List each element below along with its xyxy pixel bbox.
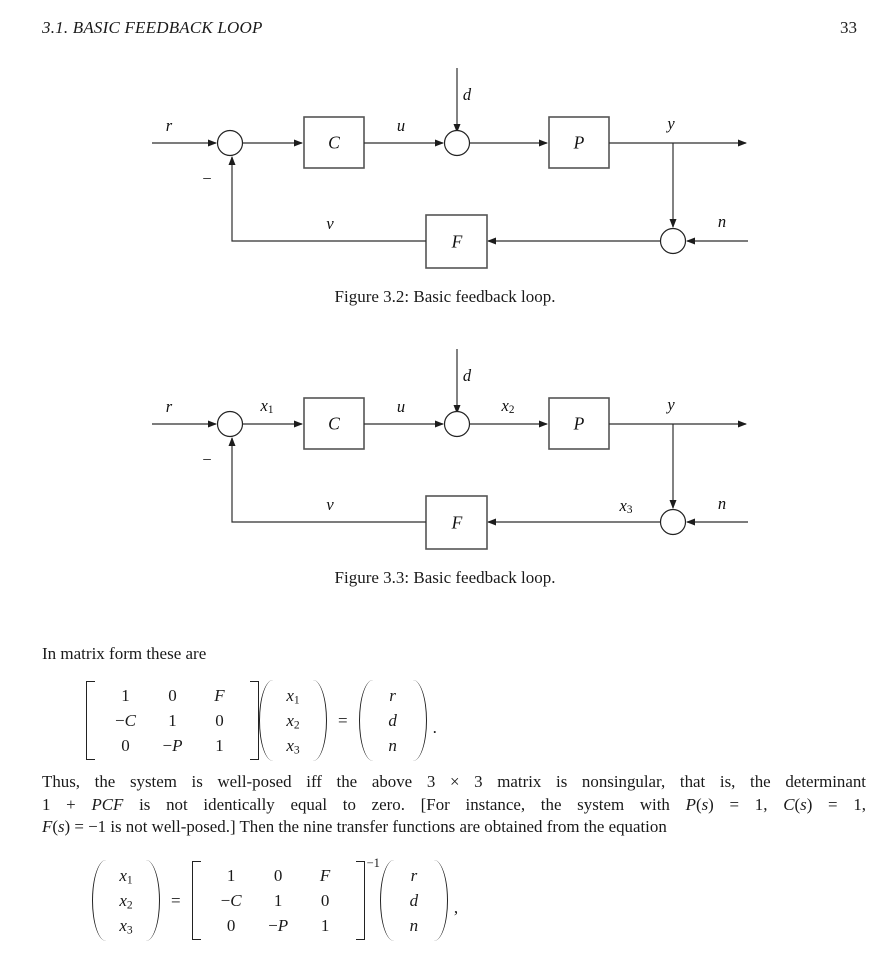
matrix-cell: 1: [273, 891, 283, 910]
fig32-label-u: u: [396, 116, 406, 135]
fig32-summing-junction-output: [661, 229, 686, 254]
matrix-cell: 1: [226, 866, 236, 885]
fig33-label-x1: x1: [260, 395, 274, 417]
section-title: 3.1. BASIC FEEDBACK LOOP: [42, 18, 263, 37]
state-vector: [106, 859, 146, 942]
matrix-cell: 1: [121, 686, 130, 705]
fig32-block-P-label: P: [573, 132, 585, 153]
right-square-bracket: [250, 681, 259, 760]
fig33-minus-sign: −: [202, 450, 212, 469]
system-matrix: [203, 859, 354, 942]
fig32-label-y: y: [667, 114, 675, 133]
vector-cell: d: [388, 711, 397, 730]
left-parenthesis: [380, 860, 394, 941]
matrix-cell: −P: [268, 916, 289, 935]
matrix-cell: 0: [121, 736, 130, 755]
left-square-bracket: [86, 681, 95, 760]
matrix-cell: 0: [273, 866, 283, 885]
figure-3-2-diagram: [152, 68, 748, 268]
input-vector: [394, 859, 434, 942]
matrix-cell: 0: [168, 686, 177, 705]
vector-cell: x1: [119, 866, 133, 887]
paragraph-line-2: 1 + PCF is not identically equal to zero. [For instance, the system with P(s) = 1, C(s) = 1,: [42, 794, 866, 814]
vector-cell: n: [388, 736, 397, 755]
matrix-cell: 0: [215, 711, 224, 730]
fig33-label-x2: x2: [501, 395, 515, 417]
fig33-label-y: y: [667, 395, 675, 414]
equals-sign: =: [171, 890, 181, 910]
matrix-cell: −P: [162, 736, 183, 755]
matrix-cell: 0: [226, 916, 236, 935]
fig32-label-n: n: [717, 212, 727, 231]
vector-cell: x2: [119, 891, 133, 912]
vector-cell: x2: [286, 711, 300, 732]
fig33-label-d: d: [462, 366, 472, 385]
body-paragraph: [42, 771, 866, 839]
matrix-cell: F: [319, 866, 331, 885]
state-vector: [273, 679, 313, 762]
vector-cell: x3: [286, 736, 300, 757]
right-parenthesis: [413, 680, 427, 761]
equation-comma: ,: [453, 897, 459, 917]
fig33-summing-junction-output: [661, 510, 686, 535]
matrix-cell: 1: [168, 711, 177, 730]
page-number: 33: [840, 18, 857, 37]
fig33-label-n: n: [717, 494, 727, 513]
fig33-label-r: r: [165, 397, 173, 416]
paragraph-line-3: F(s) = −1 is not well-posed.] Then the nine transfer functions are obtained from the equation: [42, 817, 667, 836]
figure-3-2-caption: Figure 3.2: Basic feedback loop.: [334, 287, 556, 306]
vector-cell: r: [389, 686, 396, 705]
fig33-block-F-label: F: [451, 512, 463, 533]
figure-3-3-caption: Figure 3.3: Basic feedback loop.: [334, 568, 556, 587]
matrix-equation-2: [92, 856, 459, 942]
fig33-label-v: v: [326, 495, 334, 514]
left-parenthesis: [359, 680, 373, 761]
fig33-summing-junction-input: [218, 412, 243, 437]
matrix-cell: −C: [115, 711, 136, 730]
intro-sentence: In matrix form these are: [42, 644, 207, 663]
fig32-block-C-label: C: [328, 132, 340, 153]
vector-cell: x1: [286, 686, 300, 707]
system-matrix: [97, 679, 248, 762]
fig32-label-d: d: [462, 85, 472, 104]
right-parenthesis: [313, 680, 327, 761]
inverse-exponent: −1: [366, 856, 380, 870]
left-square-bracket: [192, 861, 201, 940]
left-parenthesis: [92, 860, 106, 941]
right-parenthesis: [434, 860, 448, 941]
paragraph-line-1: Thus, the system is well-posed iff the above 3 × 3 matrix is nonsingular, that is, the determinant: [42, 772, 866, 791]
matrix-equation-1: [86, 679, 437, 762]
matrix-cell: F: [214, 686, 225, 705]
matrix-cell: −C: [220, 891, 242, 910]
right-parenthesis: [146, 860, 160, 941]
matrix-cell: 1: [320, 916, 330, 935]
figure-3-3-diagram: [152, 349, 748, 549]
fig32-label-v: v: [326, 214, 334, 233]
vector-cell: x3: [119, 916, 133, 937]
equals-sign: =: [338, 710, 348, 730]
right-square-bracket: [356, 861, 365, 940]
fig32-minus-sign: −: [202, 169, 212, 188]
fig32-block-F-label: F: [451, 231, 463, 252]
fig33-block-P-label: P: [573, 413, 585, 434]
vector-cell: d: [409, 891, 419, 910]
fig32-summing-junction-input: [218, 131, 243, 156]
matrix-cell: 0: [320, 891, 330, 910]
left-parenthesis: [259, 680, 273, 761]
vector-cell: r: [410, 866, 418, 885]
vector-cell: n: [409, 916, 419, 935]
fig33-block-C-label: C: [328, 413, 340, 434]
matrix-cell: 1: [215, 736, 224, 755]
fig33-label-u: u: [396, 397, 406, 416]
input-vector: [373, 679, 413, 762]
fig33-summing-junction-plant-input: [445, 412, 470, 437]
fig32-label-r: r: [165, 116, 173, 135]
equation-period: .: [432, 717, 437, 737]
fig33-label-x3: x3: [619, 495, 633, 517]
fig32-summing-junction-plant-input: [445, 131, 470, 156]
